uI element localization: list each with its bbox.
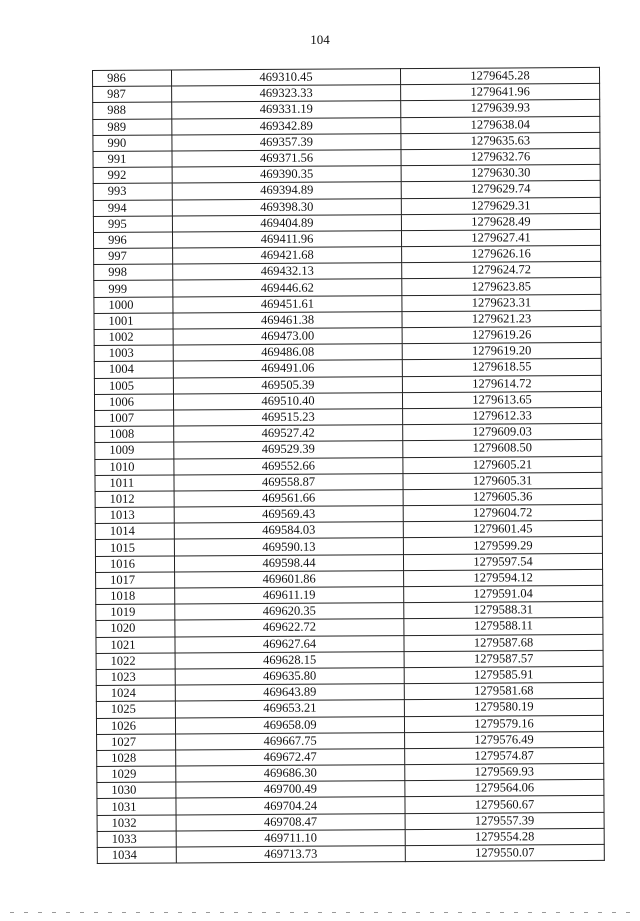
y-coordinate-cell: 1279605.36 (403, 488, 602, 505)
scan-dash (318, 912, 322, 913)
x-coordinate-cell: 469713.73 (176, 846, 405, 864)
scan-dash (262, 912, 266, 913)
x-coordinate-cell: 469561.66 (174, 489, 403, 507)
scan-dash (164, 912, 168, 913)
y-coordinate-cell: 1279629.31 (401, 197, 600, 214)
point-number-cell: 1006 (94, 394, 173, 411)
point-number-cell: 1002 (94, 329, 173, 346)
scan-dash (248, 912, 252, 913)
x-coordinate-cell: 469598.44 (174, 554, 403, 572)
scan-dash (458, 912, 462, 913)
scan-dash (444, 912, 448, 913)
x-coordinate-cell: 469672.47 (176, 748, 405, 766)
point-number-cell: 1021 (96, 637, 175, 654)
scan-dash (80, 912, 84, 913)
scan-dash (486, 912, 490, 913)
point-number-cell: 995 (93, 216, 172, 233)
point-number-cell: 1020 (96, 620, 175, 637)
x-coordinate-cell: 469411.96 (172, 230, 401, 248)
y-coordinate-cell: 1279581.68 (404, 683, 603, 700)
y-coordinate-cell: 1279594.12 (404, 569, 603, 586)
point-number-cell: 1015 (95, 539, 174, 556)
scan-dash (514, 912, 518, 913)
scan-dash (402, 912, 406, 913)
x-coordinate-cell: 469700.49 (176, 781, 405, 799)
y-coordinate-cell: 1279599.29 (403, 537, 602, 554)
point-number-cell: 1017 (96, 572, 175, 589)
y-coordinate-cell: 1279632.76 (401, 148, 600, 165)
y-coordinate-cell: 1279638.04 (401, 116, 600, 133)
point-number-cell: 996 (93, 232, 172, 249)
point-number-cell: 1026 (96, 718, 175, 735)
point-number-cell: 1024 (96, 685, 175, 702)
y-coordinate-cell: 1279605.21 (403, 456, 602, 473)
y-coordinate-cell: 1279621.23 (402, 310, 601, 327)
y-coordinate-cell: 1279587.57 (404, 650, 603, 667)
y-coordinate-cell: 1279641.96 (401, 84, 600, 101)
point-number-cell: 994 (93, 200, 172, 217)
x-coordinate-cell: 469622.72 (175, 619, 404, 637)
point-number-cell: 1011 (95, 475, 174, 492)
x-coordinate-cell: 469653.21 (175, 700, 404, 718)
point-number-cell: 998 (94, 264, 173, 281)
point-number-cell: 1019 (96, 604, 175, 621)
point-number-cell: 1007 (95, 410, 174, 427)
y-coordinate-cell: 1279629.74 (401, 181, 600, 198)
x-coordinate-cell: 469711.10 (176, 829, 405, 847)
y-coordinate-cell: 1279619.20 (402, 343, 601, 360)
y-coordinate-cell: 1279557.39 (405, 812, 604, 829)
y-coordinate-cell: 1279613.65 (402, 391, 601, 408)
y-coordinate-cell: 1279623.31 (402, 294, 601, 311)
y-coordinate-cell: 1279639.93 (401, 100, 600, 117)
x-coordinate-cell: 469515.23 (174, 409, 403, 427)
x-coordinate-cell: 469486.08 (173, 344, 402, 362)
y-coordinate-cell: 1279579.16 (404, 715, 603, 732)
scan-dash (234, 912, 238, 913)
y-coordinate-cell: 1279585.91 (404, 666, 603, 683)
y-coordinate-cell: 1279601.45 (403, 521, 602, 538)
y-coordinate-cell: 1279628.49 (401, 213, 600, 230)
y-coordinate-cell: 1279627.41 (401, 229, 600, 246)
page-number: 104 (310, 32, 330, 47)
x-coordinate-cell: 469686.30 (176, 765, 405, 783)
point-number-cell: 1000 (94, 297, 173, 314)
point-number-cell: 1010 (95, 459, 174, 476)
x-coordinate-cell: 469529.39 (174, 441, 403, 459)
y-coordinate-cell: 1279564.06 (405, 780, 604, 797)
scan-dash (290, 912, 294, 913)
y-coordinate-cell: 1279619.26 (402, 326, 601, 343)
scan-dash (52, 912, 56, 913)
point-number-cell: 1013 (95, 507, 174, 524)
x-coordinate-cell: 469708.47 (176, 813, 405, 831)
scan-dash (570, 912, 574, 913)
x-coordinate-cell: 469505.39 (173, 376, 402, 394)
point-number-cell: 1023 (96, 669, 175, 686)
point-number-cell: 1004 (94, 361, 173, 378)
x-coordinate-cell: 469310.45 (172, 69, 401, 87)
scan-dash (206, 912, 210, 913)
scan-dash (556, 912, 560, 913)
point-number-cell: 993 (93, 183, 172, 200)
y-coordinate-cell: 1279618.55 (402, 359, 601, 376)
x-coordinate-cell: 469658.09 (175, 716, 404, 734)
scan-dash (136, 912, 140, 913)
point-number-cell: 997 (94, 248, 173, 265)
y-coordinate-cell: 1279605.31 (403, 472, 602, 489)
x-coordinate-cell: 469611.19 (175, 587, 404, 605)
point-number-cell: 1012 (95, 491, 174, 508)
scan-dash (346, 912, 350, 913)
x-coordinate-cell: 469342.89 (172, 117, 401, 135)
scan-dash (122, 912, 126, 913)
x-coordinate-cell: 469584.03 (174, 522, 403, 540)
scan-dash (528, 912, 532, 913)
x-coordinate-cell: 469421.68 (173, 247, 402, 265)
point-number-cell: 1025 (96, 701, 175, 718)
point-number-cell: 1008 (95, 426, 174, 443)
point-number-cell: 987 (93, 86, 172, 103)
scan-dash (332, 912, 336, 913)
x-coordinate-cell: 469635.80 (175, 668, 404, 686)
point-number-cell: 989 (93, 119, 172, 136)
point-number-cell: 991 (93, 151, 172, 168)
point-number-cell: 990 (93, 135, 172, 152)
x-coordinate-cell: 469323.33 (172, 85, 401, 103)
x-coordinate-cell: 469643.89 (175, 684, 404, 702)
x-coordinate-cell: 469628.15 (175, 651, 404, 669)
x-coordinate-cell: 469446.62 (173, 279, 402, 297)
point-number-cell: 986 (93, 70, 172, 87)
x-coordinate-cell: 469590.13 (174, 538, 403, 556)
x-coordinate-cell: 469667.75 (176, 732, 405, 750)
y-coordinate-cell: 1279587.68 (404, 634, 603, 651)
point-number-cell: 1028 (97, 750, 176, 767)
y-coordinate-cell: 1279624.72 (402, 262, 601, 279)
x-coordinate-cell: 469404.89 (172, 214, 401, 232)
x-coordinate-cell: 469432.13 (173, 263, 402, 281)
y-coordinate-cell: 1279580.19 (404, 699, 603, 716)
point-number-cell: 1030 (97, 782, 176, 799)
x-coordinate-cell: 469394.89 (172, 182, 401, 200)
y-coordinate-cell: 1279554.28 (405, 828, 604, 845)
scan-dash (94, 912, 98, 913)
x-coordinate-cell: 469451.61 (173, 295, 402, 313)
y-coordinate-cell: 1279560.67 (405, 796, 604, 813)
scan-dash (220, 912, 224, 913)
scan-dash (542, 912, 546, 913)
x-coordinate-cell: 469704.24 (176, 797, 405, 815)
y-coordinate-cell: 1279630.30 (401, 165, 600, 182)
y-coordinate-cell: 1279635.63 (401, 132, 600, 149)
scan-dash (276, 912, 280, 913)
point-number-cell: 1033 (97, 831, 176, 848)
point-number-cell: 1014 (95, 523, 174, 540)
scan-dash (500, 912, 504, 913)
y-coordinate-cell: 1279608.50 (403, 440, 602, 457)
scan-dash (150, 912, 154, 913)
point-number-cell: 1029 (97, 766, 176, 783)
point-number-cell: 1003 (94, 345, 173, 362)
scan-dash (388, 912, 392, 913)
point-number-cell: 1018 (96, 588, 175, 605)
scan-dash (626, 912, 630, 913)
y-coordinate-cell: 1279576.49 (405, 731, 604, 748)
y-coordinate-cell: 1279645.28 (400, 67, 599, 84)
x-coordinate-cell: 469558.87 (174, 473, 403, 491)
scan-dash (192, 912, 196, 913)
x-coordinate-cell: 469552.66 (174, 457, 403, 475)
x-coordinate-cell: 469357.39 (172, 133, 401, 151)
scan-dash (360, 912, 364, 913)
scan-dash (598, 912, 602, 913)
x-coordinate-cell: 469390.35 (172, 166, 401, 184)
y-coordinate-cell: 1279604.72 (403, 504, 602, 521)
point-number-cell: 1022 (96, 653, 175, 670)
scan-dash (10, 912, 14, 913)
x-coordinate-cell: 469601.86 (175, 570, 404, 588)
x-coordinate-cell: 469620.35 (175, 603, 404, 621)
point-number-cell: 1009 (95, 442, 174, 459)
scan-dash (612, 912, 616, 913)
scan-dash (304, 912, 308, 913)
coordinates-table (92, 67, 605, 864)
scan-dash (430, 912, 434, 913)
scan-dash (66, 912, 70, 913)
point-number-cell: 1027 (97, 734, 176, 751)
y-coordinate-cell: 1279550.07 (405, 844, 604, 861)
y-coordinate-cell: 1279614.72 (402, 375, 601, 392)
y-coordinate-cell: 1279626.16 (402, 245, 601, 262)
y-coordinate-cell: 1279591.04 (404, 585, 603, 602)
scan-dash (374, 912, 378, 913)
point-number-cell: 1005 (94, 378, 173, 395)
point-number-cell: 1032 (97, 815, 176, 832)
y-coordinate-cell: 1279588.11 (404, 618, 603, 635)
x-coordinate-cell: 469491.06 (173, 360, 402, 378)
y-coordinate-cell: 1279609.03 (403, 424, 602, 441)
scan-dash (472, 912, 476, 913)
x-coordinate-cell: 469569.43 (174, 506, 403, 524)
point-number-cell: 1016 (95, 556, 174, 573)
x-coordinate-cell: 469627.64 (175, 635, 404, 653)
point-number-cell: 1031 (97, 798, 176, 815)
scan-dash (108, 912, 112, 913)
point-number-cell: 999 (94, 280, 173, 297)
coordinates-table-body (93, 67, 605, 863)
y-coordinate-cell: 1279612.33 (403, 407, 602, 424)
scan-dash (38, 912, 42, 913)
y-coordinate-cell: 1279623.85 (402, 278, 601, 295)
y-coordinate-cell: 1279597.54 (403, 553, 602, 570)
x-coordinate-cell: 469510.40 (173, 392, 402, 410)
x-coordinate-cell: 469473.00 (173, 328, 402, 346)
y-coordinate-cell: 1279569.93 (405, 763, 604, 780)
x-coordinate-cell: 469371.56 (172, 150, 401, 168)
point-number-cell: 988 (93, 102, 172, 119)
x-coordinate-cell: 469527.42 (174, 425, 403, 443)
scan-dash (178, 912, 182, 913)
x-coordinate-cell: 469331.19 (172, 101, 401, 119)
y-coordinate-cell: 1279588.31 (404, 602, 603, 619)
scan-dash (584, 912, 588, 913)
x-coordinate-cell: 469398.30 (172, 198, 401, 216)
point-number-cell: 1034 (97, 847, 176, 864)
x-coordinate-cell: 469461.38 (173, 311, 402, 329)
scan-dash (24, 912, 28, 913)
table-row (97, 844, 604, 863)
y-coordinate-cell: 1279574.87 (405, 747, 604, 764)
point-number-cell: 992 (93, 167, 172, 184)
point-number-cell: 1001 (94, 313, 173, 330)
scan-dash (416, 912, 420, 913)
